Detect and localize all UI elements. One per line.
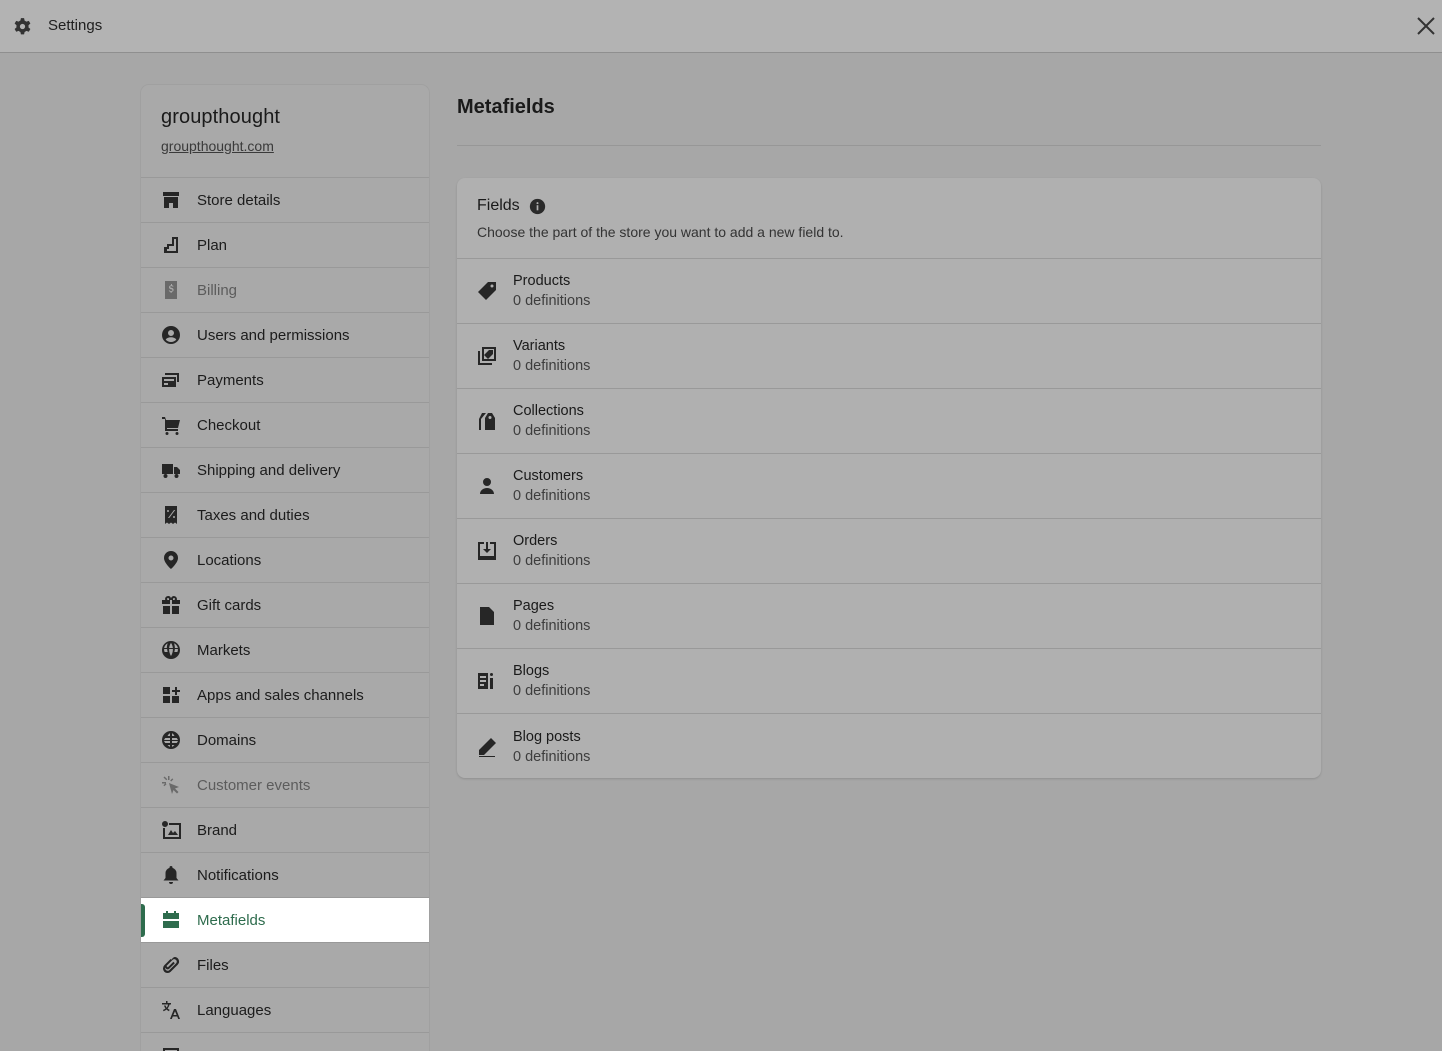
metafields-icon <box>161 910 181 930</box>
list-item-blogs[interactable] <box>457 649 1321 714</box>
list-item-name: Blogs <box>513 663 550 679</box>
list-item-collections[interactable] <box>457 389 1321 454</box>
paperclip-icon <box>161 955 181 975</box>
sidebar-item-markets[interactable] <box>141 628 429 673</box>
brand-image-icon <box>161 820 181 840</box>
sidebar-item-label: Files <box>197 956 229 974</box>
list-item-orders[interactable] <box>457 519 1321 584</box>
sidebar-item-users-and-permissions[interactable] <box>141 313 429 358</box>
sidebar-item-label: Locations <box>197 551 262 569</box>
sidebar-item-checkout[interactable] <box>141 403 429 448</box>
fields-card <box>457 178 1321 778</box>
sidebar-item-apps-and-sales-channels[interactable] <box>141 673 429 718</box>
sidebar-item-partial[interactable] <box>141 1033 429 1051</box>
gear-icon <box>12 16 33 37</box>
sidebar-item-label: Markets <box>197 641 251 659</box>
list-item-count: 0 definitions <box>513 293 591 309</box>
sidebar-item-label: Taxes and duties <box>197 506 310 524</box>
sidebar-item-label: Checkout <box>197 416 261 434</box>
pencil-icon <box>477 737 497 757</box>
sidebar-item-store-details[interactable] <box>141 178 429 223</box>
list-item-count: 0 definitions <box>513 358 591 374</box>
list-item-blog-posts[interactable] <box>457 714 1321 778</box>
settings-sidebar <box>141 85 429 1051</box>
sidebar-item-label: Notifications <box>197 866 279 884</box>
sidebar-item-label: Brand <box>197 821 238 839</box>
list-item-name: Customers <box>513 468 584 484</box>
sidebar-item-label: Domains <box>197 731 257 749</box>
sidebar-item-domains[interactable] <box>141 718 429 763</box>
sidebar-item-gift-cards[interactable] <box>141 583 429 628</box>
blog-icon <box>477 671 497 691</box>
list-item-count: 0 definitions <box>513 488 591 504</box>
sidebar-item-label: Customer events <box>197 776 311 794</box>
list-item-products[interactable] <box>457 259 1321 324</box>
list-item-name: Blog posts <box>513 728 581 745</box>
billing-icon <box>161 280 181 300</box>
fields-card-header <box>457 178 1321 259</box>
list-item-name: Orders <box>513 533 558 549</box>
sidebar-item-locations[interactable] <box>141 538 429 583</box>
sidebar-item-languages[interactable] <box>141 988 429 1033</box>
person-icon <box>477 476 497 496</box>
tax-receipt-icon <box>161 505 181 525</box>
list-item-count: 0 definitions <box>513 618 591 634</box>
list-item-customers[interactable] <box>457 454 1321 519</box>
list-item-pages[interactable] <box>457 584 1321 649</box>
sidebar-item-notifications[interactable] <box>141 853 429 898</box>
close-icon[interactable] <box>1416 16 1436 36</box>
bell-icon <box>161 865 181 885</box>
sidebar-item-label: Billing <box>197 281 238 299</box>
settings-topbar <box>0 0 1442 53</box>
sidebar-item-brand[interactable] <box>141 808 429 853</box>
sidebar-item-taxes-and-duties[interactable] <box>141 493 429 538</box>
tag-icon <box>477 281 497 301</box>
sidebar-item-label: Metafields <box>197 911 266 929</box>
sidebar-item-payments[interactable] <box>141 358 429 403</box>
globe-icon <box>161 730 181 750</box>
sidebar-item-metafields[interactable] <box>141 898 429 943</box>
sidebar-item-shipping-and-delivery[interactable] <box>141 448 429 493</box>
gift-icon <box>161 595 181 615</box>
truck-icon <box>161 460 181 480</box>
cursor-click-icon <box>161 775 181 795</box>
list-item-count: 0 definitions <box>513 553 591 569</box>
list-item-count: 0 definitions <box>513 683 591 699</box>
store-icon <box>161 190 181 210</box>
card-title: Fields <box>477 197 520 214</box>
list-item-name: Products <box>513 273 571 289</box>
divider <box>457 145 1321 146</box>
list-item-variants[interactable] <box>457 324 1321 389</box>
sidebar-item-label: Apps and sales channels <box>197 686 364 704</box>
sidebar-item-label: Shipping and delivery <box>197 461 341 479</box>
order-inbox-icon <box>477 541 497 561</box>
sidebar-item-billing[interactable] <box>141 268 429 313</box>
page-title: Metafields <box>457 96 555 118</box>
payments-icon <box>161 370 181 390</box>
sidebar-item-plan[interactable] <box>141 223 429 268</box>
translate-icon <box>161 1000 181 1020</box>
apps-icon <box>161 685 181 705</box>
store-name: groupthought <box>161 106 281 128</box>
sidebar-item-customer-events[interactable] <box>141 763 429 808</box>
list-item-count: 0 definitions <box>513 748 591 765</box>
cart-icon <box>161 415 181 435</box>
list-item-name: Collections <box>513 403 584 419</box>
plan-icon <box>161 235 181 255</box>
sidebar-item-label: Languages <box>197 1001 272 1019</box>
store-header <box>141 85 429 178</box>
sidebar-item-label: Store details <box>197 191 281 209</box>
sidebar-item-label: Gift cards <box>197 596 262 614</box>
sidebar-item-label: Users and permissions <box>197 326 350 344</box>
list-item-name: Variants <box>513 338 566 354</box>
location-pin-icon <box>161 550 181 570</box>
list-item-name: Pages <box>513 598 555 614</box>
policy-icon <box>161 1045 181 1051</box>
variants-icon <box>477 346 497 366</box>
sidebar-item-label: Plan <box>197 236 228 254</box>
sidebar-item-label: Payments <box>197 371 264 389</box>
page-icon <box>477 606 497 626</box>
user-circle-icon <box>161 325 181 345</box>
info-icon[interactable] <box>529 198 546 215</box>
list-item-count: 0 definitions <box>513 423 591 439</box>
window-title: Settings <box>48 17 103 34</box>
collections-icon <box>477 411 497 431</box>
globe-markets-icon <box>161 640 181 660</box>
card-subtitle: Choose the part of the store you want to add a new field to. <box>477 224 844 240</box>
sidebar-item-files[interactable] <box>141 943 429 988</box>
store-domain-link[interactable]: groupthought.com <box>161 138 274 154</box>
